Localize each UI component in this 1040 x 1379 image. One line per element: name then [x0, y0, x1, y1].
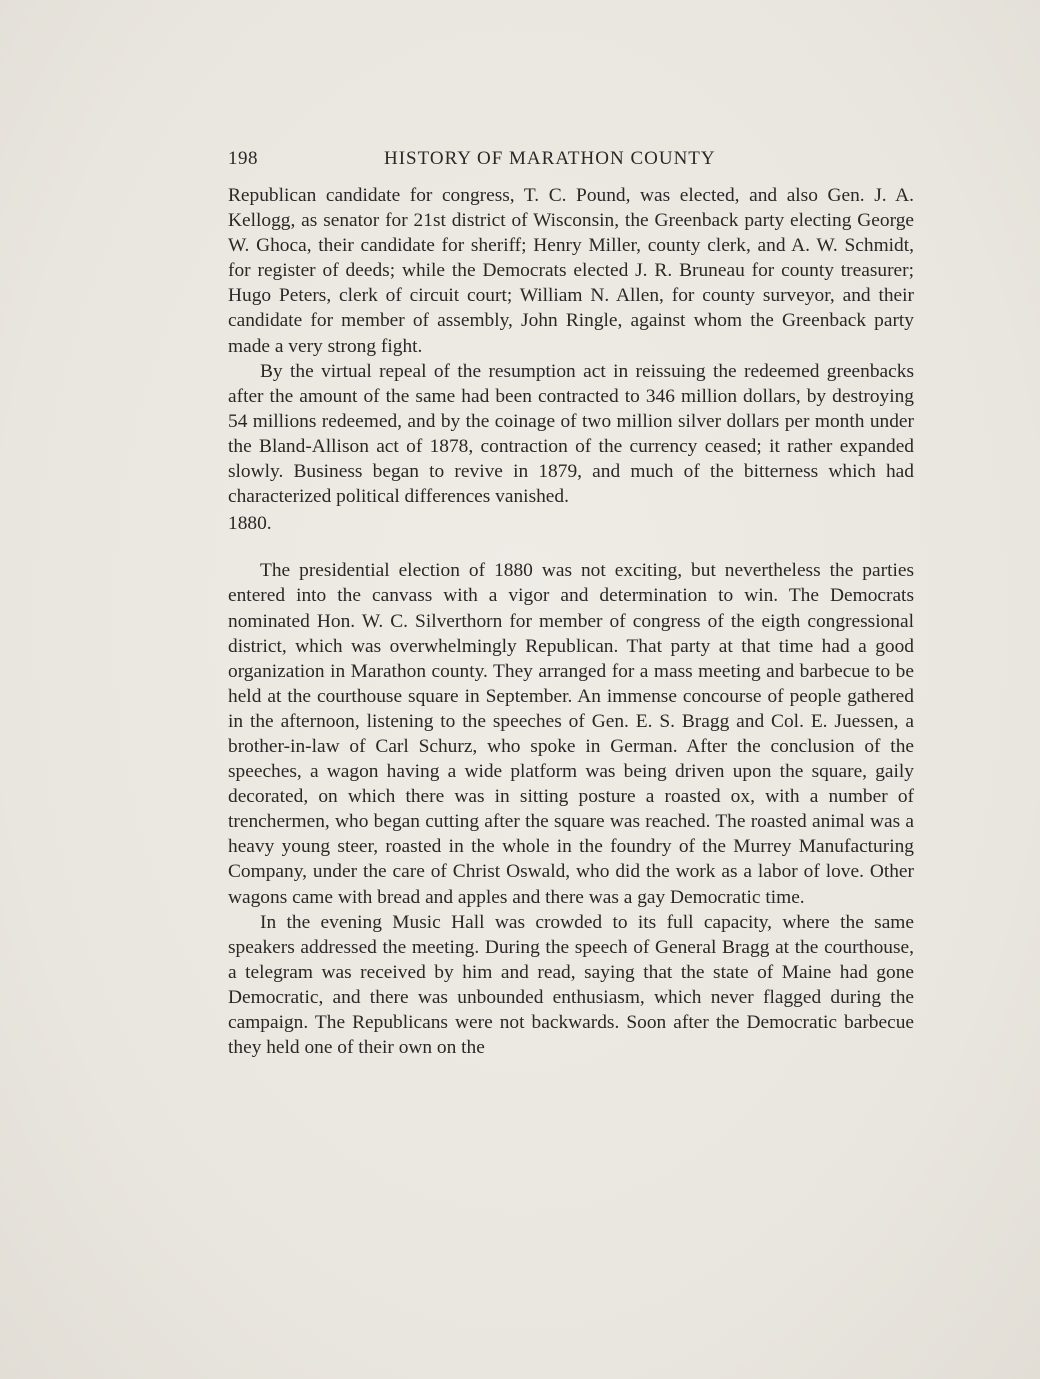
- section-heading-1880: 1880.: [228, 513, 272, 535]
- paragraph-2: By the virtual repeal of the resumption act in reissuing the redeemed greenbacks after the amount of the same had been contracted to 346 million dollars, by destroying 54 millions redeemed, and by the coinage of two million silver dollars per month under the Bland-Allison act of 1878, contraction of the currency ceased; it rather expanded slowly. Business began to revive in 1879, and much of the bitterness which had characterized political differences vanished.: [228, 360, 914, 508]
- page-number: 198: [228, 148, 258, 169]
- page-header: [228, 148, 914, 172]
- body-text: [228, 183, 914, 1060]
- paragraph-4: In the evening Music Hall was crowded to its full capacity, where the same speakers addressed the meeting. During the speech of General Bragg at the courthouse, a telegram was received by him and read, saying that the state of Maine had gone Democratic, and there was unbounded enthusiasm, which never flagged during the campaign. The Republicans were not backwards. Soon after the Democratic barbecue they held one of their own on the: [228, 911, 914, 1059]
- paragraph-3: The presidential election of 1880 was not exciting, but nevertheless the parties entered into the canvass with a vigor and determination to win. The Democrats nominated Hon. W. C. Silverthorn for member of congress of the eigth congressional district, which was overwhelmingly Republican. That party at that time had a good organization in Marathon county. They arranged for a mass meeting and barbecue to be held at the courthouse square in September. An immense concourse of people gathered in the afternoon, listening to the speeches of Gen. E. S. Bragg and Col. E. Juessen, a brother-in-law of Carl Schurz, who spoke in German. After the conclusion of the speeches, a wagon having a wide platform was being driven upon the square, gaily decorated, on which there was in sitting posture a roasted ox, with a number of trenchermen, who began cutting after the square was reached. The roasted animal was a heavy young steer, roasted in the whole in the foundry of the Murrey Manufacturing Company, under the care of Christ Oswald, who did the work as a labor of love. Other wagons came with bread and apples and there was a gay Democratic time.: [228, 560, 914, 908]
- running-title: HISTORY OF MARATHON COUNTY: [384, 148, 716, 169]
- paragraph-1: Republican candidate for congress, T. C. Pound, was elected, and also Gen. J. A. Kellogg, as senator for 21st district of Wisconsin, the Greenback party electing George W. Ghoca, their candidate for sheriff; Henry Miller, county clerk, and A. W. Schmidt, for register of deeds; while the Democrats elected J. R. Bruneau for county treasurer; Hugo Peters, clerk of circuit court; William N. Allen, for county surveyor, and their candidate for member of assembly, John Ringle, against whom the Greenback party made a very strong fight.: [228, 185, 914, 357]
